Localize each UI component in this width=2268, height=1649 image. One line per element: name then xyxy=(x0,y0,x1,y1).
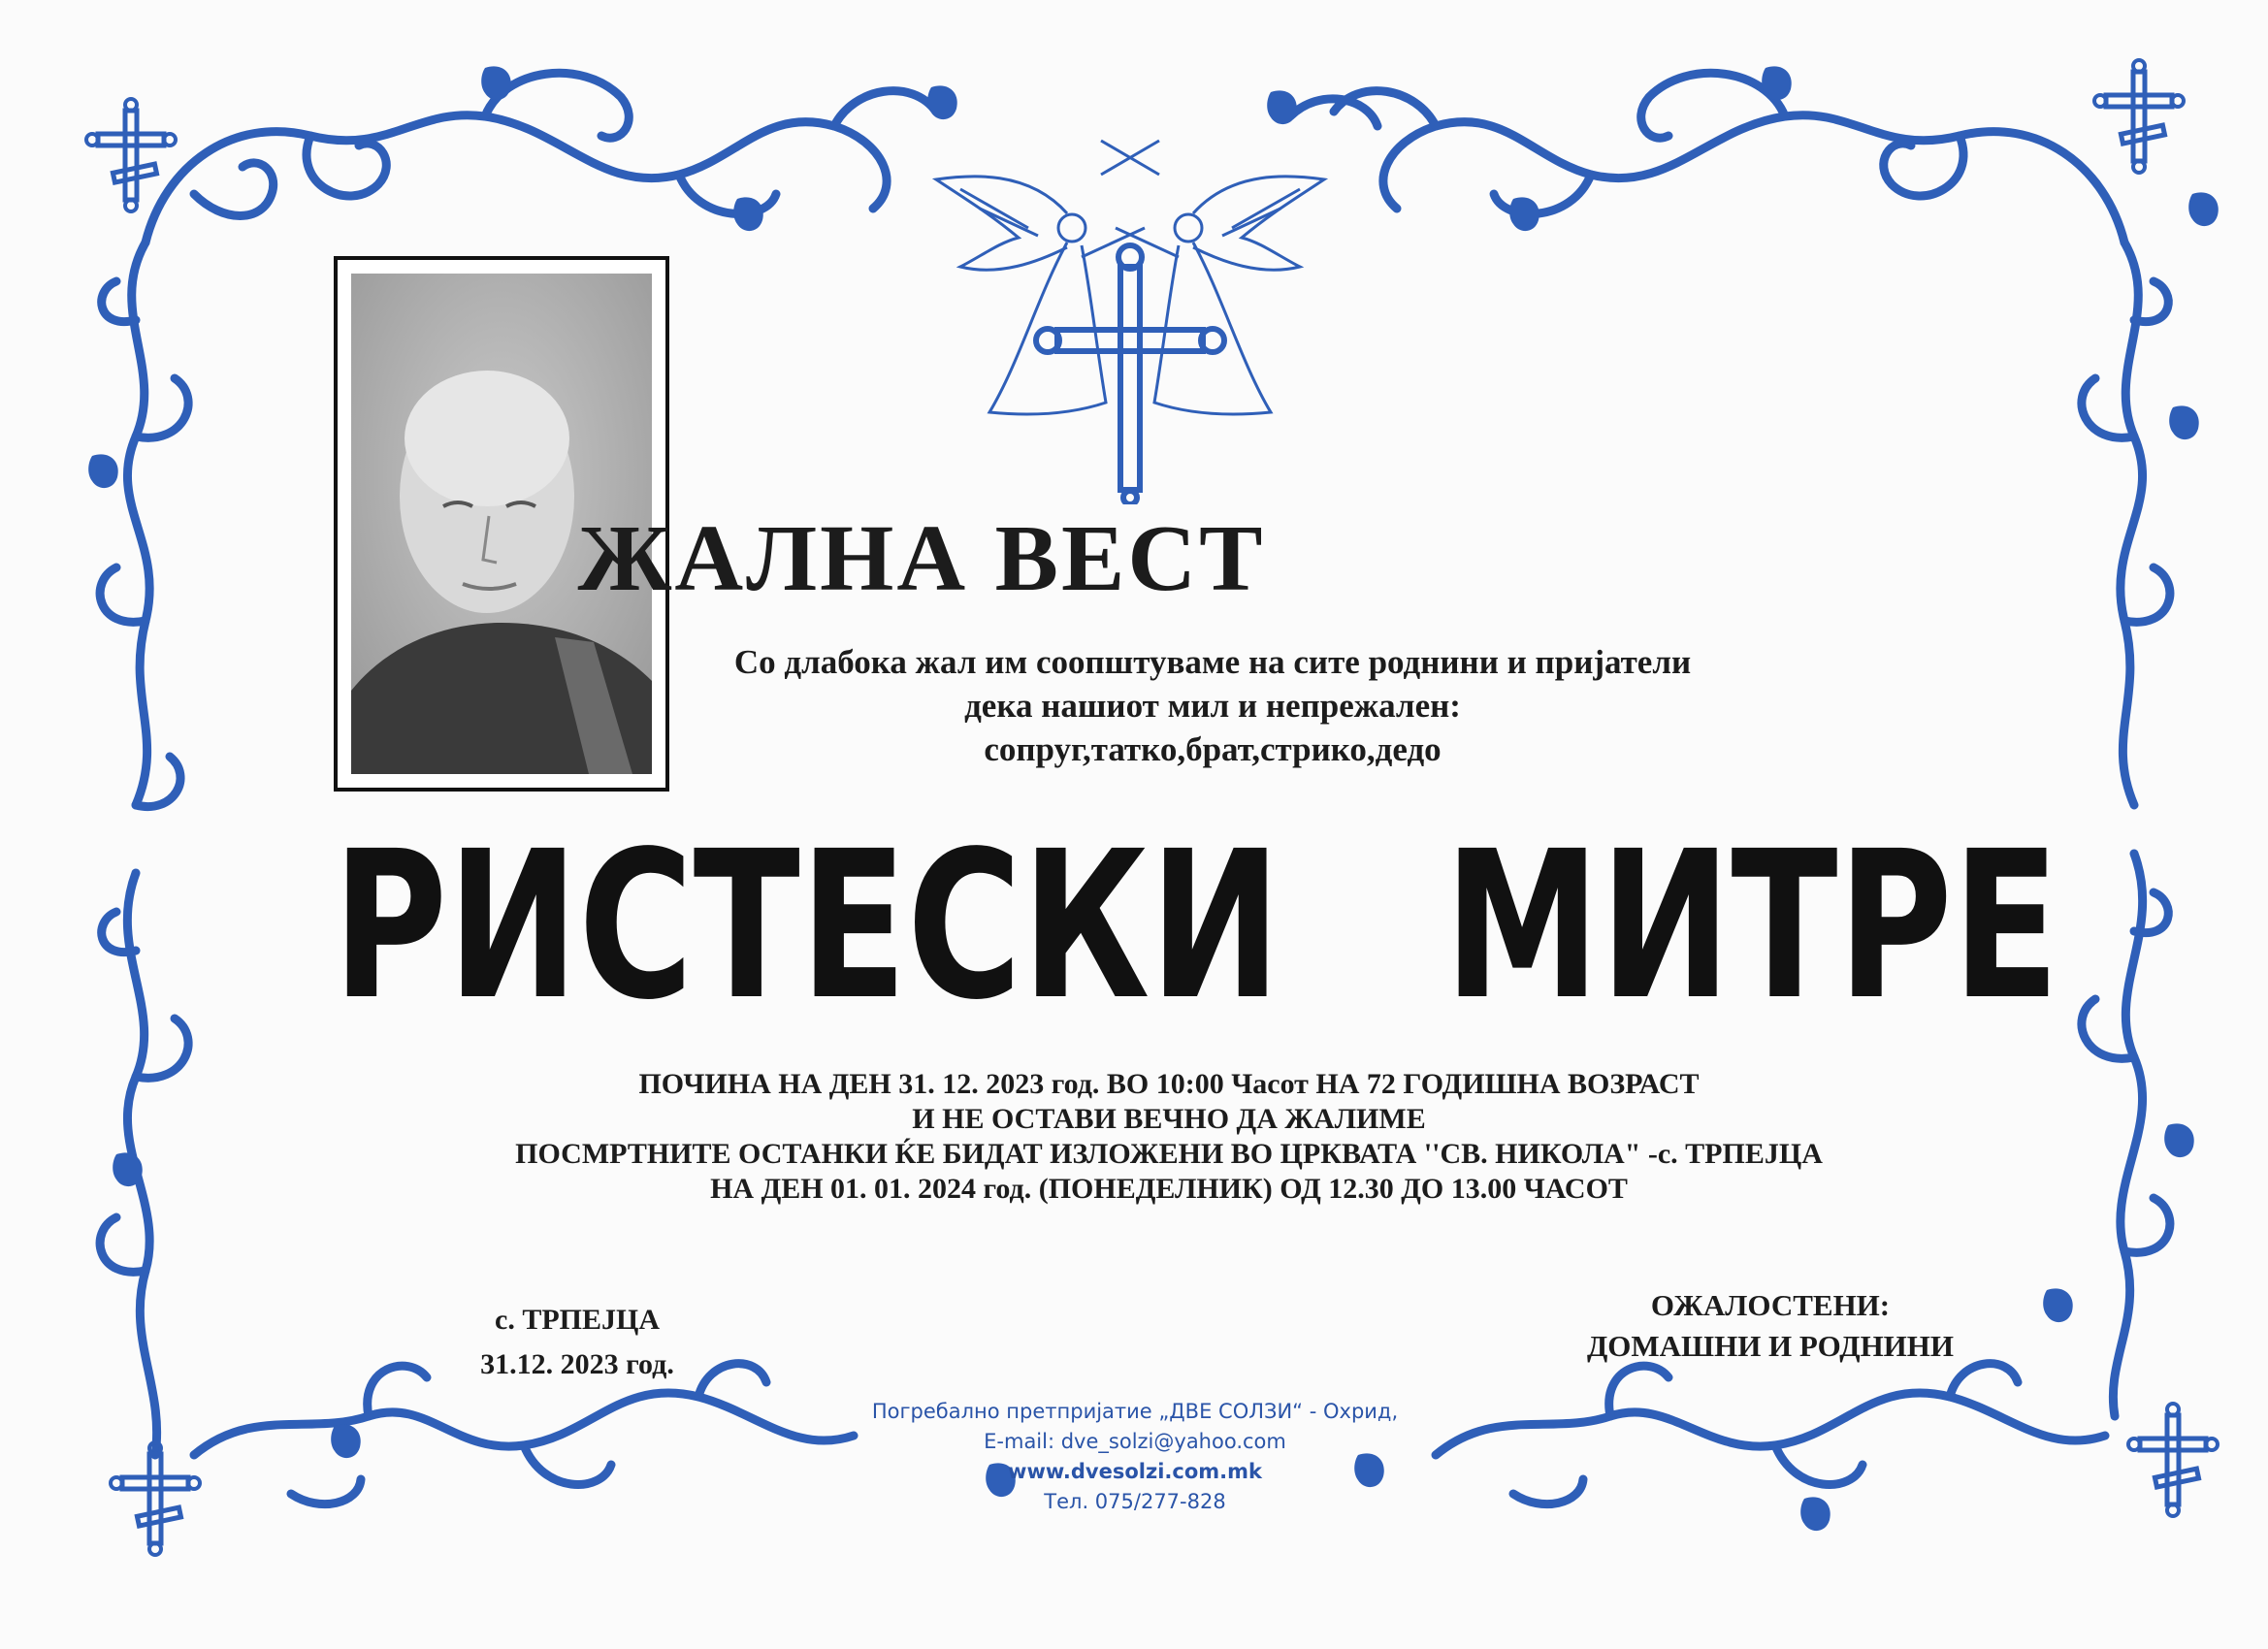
intro-text xyxy=(679,640,1746,771)
funeral-home-website: www.dvesolzi.com.mk xyxy=(1008,1460,1262,1483)
details-line: ПОСМРТНИТЕ ОСТАНКИ ЌЕ БИДАТ ИЗЛОЖЕНИ ВО ЦРКВАТА ''СВ. НИКОЛА" -с. ТРПЕЈЦА xyxy=(515,1138,1823,1170)
intro-line: сопруг,татко,брат,стрико,дедо xyxy=(984,730,1442,768)
place-date xyxy=(383,1298,771,1387)
mourners xyxy=(1513,1285,2027,1367)
deceased-name-text: РИСТЕСКИ МИТРЕ xyxy=(333,820,2059,1014)
funeral-home-phone: Тел. 075/277-828 xyxy=(1044,1490,1226,1513)
orthodox-cross-icon xyxy=(2094,60,2184,173)
intro-line: Со длабока жал им соопштуваме на сите роднини и пријатели xyxy=(733,643,1692,681)
funeral-details xyxy=(369,1067,1969,1207)
funeral-home-name: Погребално претпријатие „ДВЕ СОЛЗИ“ - Охрид, xyxy=(871,1400,1399,1423)
details-line: ПОЧИНА НА ДЕН 31. 12. 2023 год. ВО 10:00 Часот НА 72 ГОДИШНА ВОЗРАСТ xyxy=(638,1068,1700,1100)
angels-cross-emblem xyxy=(922,121,1339,504)
orthodox-cross-icon xyxy=(1036,245,1224,504)
page-title: ЖАЛНА ВЕСТ xyxy=(577,506,1266,611)
intro-line: дека нашиот мил и непрежален: xyxy=(964,687,1461,725)
details-line: И НЕ ОСТАВИ ВЕЧНО ДА ЖАЛИМЕ xyxy=(912,1103,1426,1135)
place: с. ТРПЕЈЦА xyxy=(495,1304,660,1336)
mourners-value: ДОМАШНИ И РОДНИНИ xyxy=(1586,1329,1955,1363)
funeral-home-contact xyxy=(834,1397,1436,1517)
funeral-home-email: E-mail: dve_solzi@yahoo.com xyxy=(984,1430,1286,1453)
details-line: НА ДЕН 01. 01. 2024 год. (ПОНЕДЕЛНИК) ОД 12.30 ДО 13.00 ЧАСОТ xyxy=(710,1173,1628,1205)
deceased-name xyxy=(0,820,2268,1014)
orthodox-cross-icon xyxy=(2128,1404,2218,1516)
date: 31.12. 2023 год. xyxy=(480,1348,674,1380)
mourners-label: ОЖАЛОСТЕНИ: xyxy=(1650,1288,1891,1322)
